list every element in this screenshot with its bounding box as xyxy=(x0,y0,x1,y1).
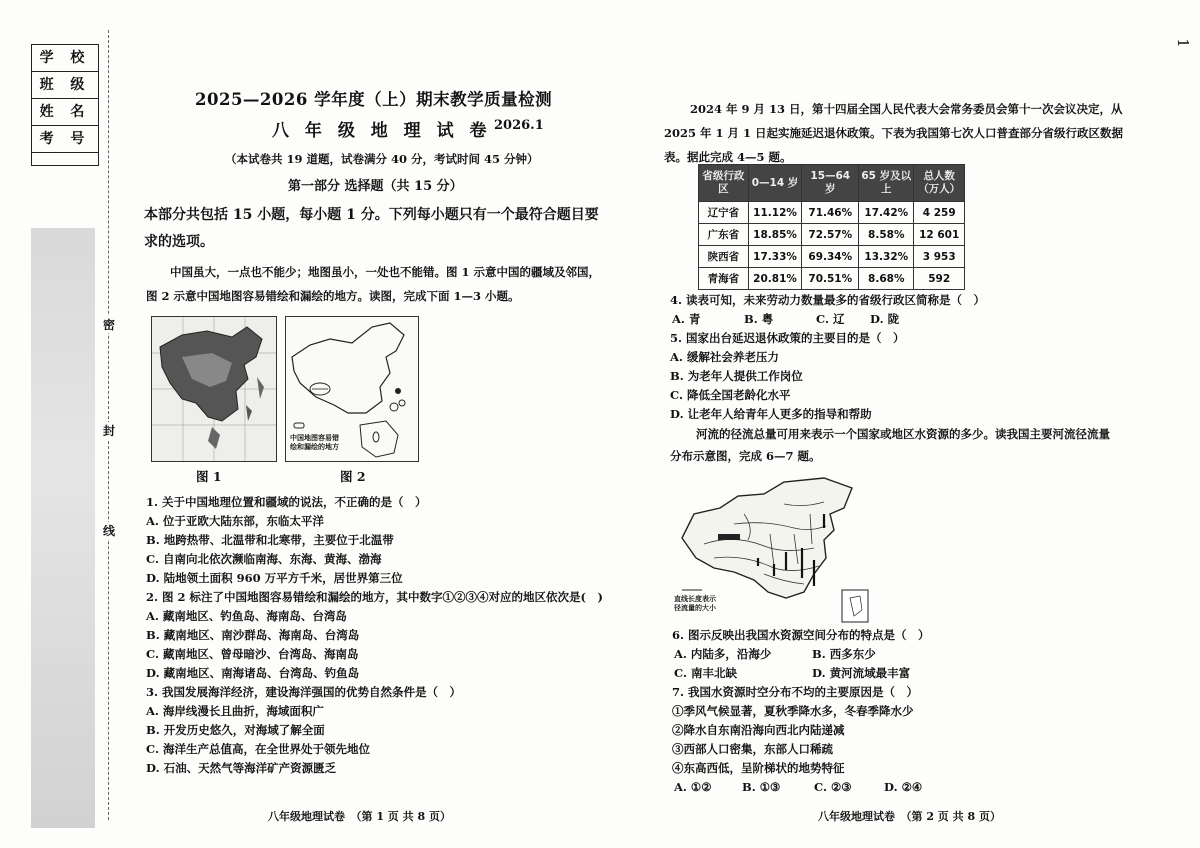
info-school: 学 校 xyxy=(32,45,98,72)
table-header: 省级行政区 xyxy=(699,165,749,202)
q7-options xyxy=(672,778,930,797)
question-3: 3. 我国发展海洋经济，建设海洋强国的优势自然条件是（ ） xyxy=(146,685,462,699)
part-title: 第一部分 选择题（共 15 分） xyxy=(288,179,463,194)
questions-4-5 xyxy=(670,291,985,424)
table-row xyxy=(699,202,965,224)
questions-6-7 xyxy=(672,626,930,797)
q5-option-a: A. 缓解社会养老压力 xyxy=(670,350,779,364)
q5-option-b: B. 为老年人提供工作岗位 xyxy=(670,369,803,383)
table-cell: 71.46% xyxy=(802,202,859,224)
q6-7-intro xyxy=(670,423,1110,467)
question-2: 2. 图 2 标注了中国地图容易错绘和漏绘的地方，其中数字①②③④对应的地区依次是( ) xyxy=(146,590,603,604)
table-cell: 20.81% xyxy=(748,268,802,290)
intro-line-3: 表。据此完成 4—5 题。 xyxy=(664,150,792,164)
q7-option-b: B. ①③ xyxy=(742,780,781,794)
q4-option-b: B. 粤 xyxy=(744,312,774,326)
q7-statement-4: ④东高西低，呈阶梯状的地势特征 xyxy=(672,761,845,775)
seal-char-xian: 线 xyxy=(102,524,115,538)
q4-options xyxy=(670,310,985,329)
q3-option-a: A. 海岸线漫长且曲折，海域面积广 xyxy=(146,704,324,718)
q6-option-a: A. 内陆多，沿海少 xyxy=(674,647,772,661)
table-header-row xyxy=(699,165,965,202)
table-cell: 陕西省 xyxy=(699,246,749,268)
q3-option-c: C. 海洋生产总值高，在全世界处于领先地位 xyxy=(146,742,370,756)
table-cell: 12 601 xyxy=(914,224,965,246)
question-4: 4. 读表可知，未来劳动力数量最多的省级行政区简称是（ ） xyxy=(670,293,986,307)
table-cell: 17.42% xyxy=(859,202,914,224)
table-row xyxy=(699,246,965,268)
info-exam-number: 考 号 xyxy=(32,126,98,153)
table-cell: 72.57% xyxy=(802,224,859,246)
q4-option-d: D. 陇 xyxy=(870,312,900,326)
q2-option-b: B. 藏南地区、南沙群岛、海南岛、台湾岛 xyxy=(146,628,360,642)
q6-options-row-2 xyxy=(672,664,930,683)
table-cell: 辽宁省 xyxy=(699,202,749,224)
table-cell: 70.51% xyxy=(802,268,859,290)
q7-option-c: C. ②③ xyxy=(814,780,852,794)
question-7: 7. 我国水资源时空分布不均的主要原因是（ ） xyxy=(672,685,919,699)
table-cell: 8.68% xyxy=(859,268,914,290)
q4-option-a: A. 青 xyxy=(672,312,701,326)
figure-2-legend: 中国地图容易错绘和漏绘的地方 xyxy=(290,433,339,451)
table-cell: 青海省 xyxy=(699,268,749,290)
q4-5-intro xyxy=(664,97,1123,169)
q6-option-b: B. 西多东少 xyxy=(812,647,876,661)
left-footer: 八年级地理试卷 （第 1 页 共 8 页） xyxy=(268,810,451,823)
table-cell: 18.85% xyxy=(748,224,802,246)
table-header: 总人数（万人） xyxy=(914,165,965,202)
q2-option-a: A. 藏南地区、钓鱼岛、海南岛、台湾岛 xyxy=(146,609,347,623)
exam-note: （本试卷共 19 道题，试卷满分 40 分，考试时间 45 分钟） xyxy=(225,152,539,166)
q1-option-a: A. 位于亚欧大陆东部，东临太平洋 xyxy=(146,514,324,528)
seal-char-mi: 密 xyxy=(102,318,115,332)
table-cell: 3 953 xyxy=(914,246,965,268)
q3-option-d: D. 石油、天然气等海洋矿产资源匮乏 xyxy=(146,761,337,775)
q6-option-d: D. 黄河流域最丰富 xyxy=(812,666,911,680)
question-5: 5. 国家出台延迟退休政策的主要目的是（ ） xyxy=(670,331,905,345)
q4-option-c: C. 辽 xyxy=(816,312,845,326)
q7-option-d: D. ②④ xyxy=(884,780,923,794)
q7-option-a: A. ①② xyxy=(674,780,712,794)
table-cell: 8.58% xyxy=(859,224,914,246)
figure-1-map xyxy=(151,316,277,462)
q2-option-c: C. 藏南地区、曾母暗沙、台湾岛、海南岛 xyxy=(146,647,359,661)
info-name: 姓 名 xyxy=(32,99,98,126)
q5-option-c: C. 降低全国老龄化水平 xyxy=(670,388,791,402)
student-info-box xyxy=(31,44,99,166)
q1-option-b: B. 地跨热带、北温带和北寒带，主要位于北温带 xyxy=(146,533,394,547)
river-map-legend: 直线长度表示径流量的大小 xyxy=(674,594,716,612)
exam-date: 2026.1 xyxy=(494,118,544,133)
q6-options-row-1 xyxy=(672,645,930,664)
table-cell: 69.34% xyxy=(802,246,859,268)
question-1: 1. 关于中国地理位置和疆域的说法，不正确的是（ ） xyxy=(146,495,427,509)
right-footer: 八年级地理试卷 （第 2 页 共 8 页） xyxy=(818,810,1001,823)
table-header: 65 岁及以上 xyxy=(859,165,914,202)
population-table xyxy=(698,164,965,290)
table-row xyxy=(699,224,965,246)
q3-option-b: B. 开发历史悠久，对海域了解全面 xyxy=(146,723,325,737)
q7-statement-1: ①季风气候显著，夏秋季降水多，冬春季降水少 xyxy=(672,704,914,718)
intro-line-2: 2025 年 1 月 1 日起实施延迟退休政策。下表为我国第七次人口普查部分省级行政区数据 xyxy=(664,126,1124,140)
exam-subtitle: 八 年 级 地 理 试 卷 xyxy=(272,121,492,141)
q1-option-c: C. 自南向北依次濒临南海、东海、黄海、渤海 xyxy=(146,552,382,566)
river-intro-line-1: 河流的径流总量可用来表示一个国家或地区水资源的多少。读我国主要河流径流量 xyxy=(696,427,1110,441)
table-cell: 广东省 xyxy=(699,224,749,246)
context-line-1: 中国虽大，一点也不能少；地图虽小，一处也不能错。图 1 示意中国的疆域及邻国， xyxy=(170,265,601,279)
context-line-2: 图 2 示意中国地图容易错绘和漏绘的地方。读图，完成下面 1—3 小题。 xyxy=(146,289,520,303)
figure-2-map xyxy=(285,316,419,462)
exam-title: 2025—2026 学年度（上）期末教学质量检测 xyxy=(195,90,553,109)
info-blank xyxy=(32,153,98,165)
china-neighbors-map-image xyxy=(152,317,276,461)
question-6: 6. 图示反映出我国水资源空间分布的特点是（ ） xyxy=(672,628,930,642)
part-intro: 本部分共包括 15 小题，每小题 1 分。下列每小题只有一个最符合题目要求的选项。 xyxy=(144,207,599,250)
q2-option-d: D. 藏南地区、南海诸岛、台湾岛、钓鱼岛 xyxy=(146,666,360,680)
q5-option-d: D. 让老年人给青年人更多的指导和帮助 xyxy=(670,407,872,421)
table-cell: 17.33% xyxy=(748,246,802,268)
q1-option-d: D. 陆地领土面积 960 万平方千米，居世界第三位 xyxy=(146,571,403,585)
table-header: 0—14 岁 xyxy=(748,165,802,202)
table-cell: 13.32% xyxy=(859,246,914,268)
table-cell: 4 259 xyxy=(914,202,965,224)
figure-1-label: 图 1 xyxy=(196,469,222,484)
binding-strip xyxy=(31,228,95,828)
page-number: 1 xyxy=(1173,38,1192,48)
table-cell: 592 xyxy=(914,268,965,290)
river-runoff-map xyxy=(674,474,888,624)
seal-char-feng: 封 xyxy=(102,424,115,438)
intro-line-1: 2024 年 9 月 13 日，第十四届全国人民代表大会常务委员会第十一次会议决定，从 xyxy=(690,102,1123,116)
figure-2-label: 图 2 xyxy=(340,469,366,484)
table-row xyxy=(699,268,965,290)
q7-statement-3: ③西部人口密集，东部人口稀疏 xyxy=(672,742,833,756)
river-intro-line-2: 分布示意图，完成 6—7 题。 xyxy=(670,449,821,463)
table-cell: 11.12% xyxy=(748,202,802,224)
questions-1-3 xyxy=(146,493,603,778)
info-class: 班 级 xyxy=(32,72,98,99)
q7-statement-2: ②降水自东南沿海向西北内陆递减 xyxy=(672,723,845,737)
q6-option-c: C. 南丰北缺 xyxy=(674,666,737,680)
table-header: 15—64 岁 xyxy=(802,165,859,202)
